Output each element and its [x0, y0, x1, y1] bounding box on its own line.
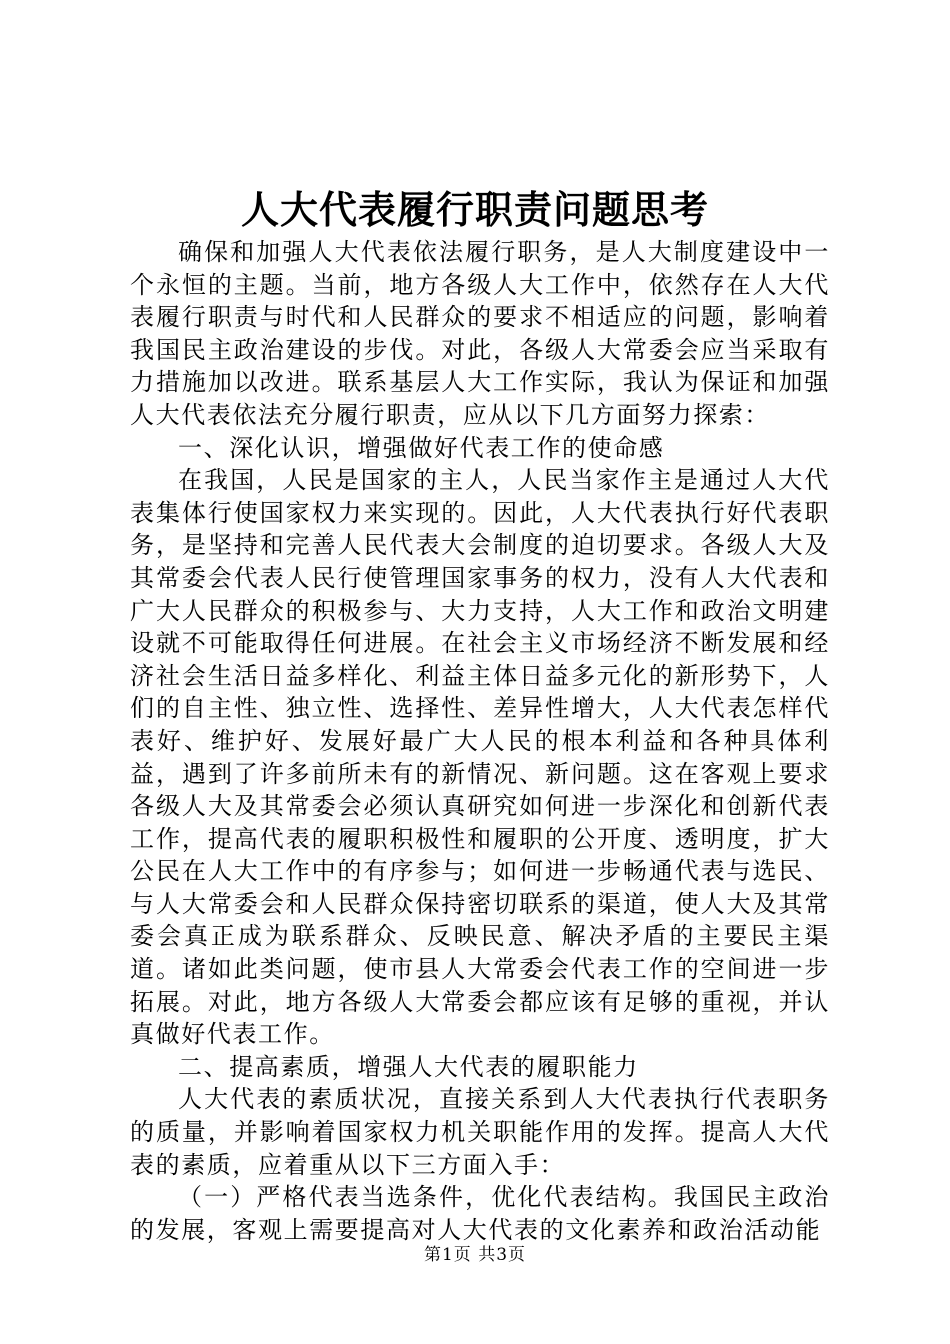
section-2-paragraph: 人大代表的素质状况，直接关系到人大代表执行代表职务的质量，并影响着国家权力机关职能作用的发挥。提高人大代表的素质，应着重从以下三方面入手： — [130, 1085, 830, 1179]
intro-paragraph: 确保和加强人大代表依法履行职务，是人大制度建设中一个永恒的主题。当前，地方各级人大工作中，依然存在人大代表履行职责与时代和人民群众的要求不相适应的问题，影响着我国民主政治建设的步伐。对此，各级人大常委会应当采取有力措施加以改进。联系基层人大工作实际，我认为保证和加强人大代表依法充分履行职责，应从以下几方面努力探索： — [130, 238, 830, 429]
section-1-paragraph: 在我国，人民是国家的主人，人民当家作主是通过人大代表集体行使国家权力来实现的。因此，人大代表执行好代表职务，是坚持和完善人民代表大会制度的迫切要求。各级人大及其常委会代表人民行使管理国家事务的权力，没有人大代表和广大人民群众的积极参与、大力支持，人大工作和政治文明建设就不可能取得任何进展。在社会主义市场经济不断发展和经济社会生活日益多样化、利益主体日益多元化的新形势下，人们的自主性、独立性、选择性、差异性增大，人大代表怎样代表好、维护好、发展好最广大人民的根本利益和各种具体利益，遇到了许多前所未有的新情况、新问题。这在客观上要求各级人大及其常委会必须认真研究如何进一步深化和创新代表工作，提高代表的履职积极性和履职的公开度、透明度，扩大公民在人大工作中的有序参与；如何进一步畅通代表与选民、与人大常委会和人民群众保持密切联系的渠道，使人大及其常委会真正成为联系群众、反映民意、解决矛盾的主要民主渠道。诸如此类问题，使市县人大常委会代表工作的空间进一步拓展。对此，地方各级人大常委会都应该有足够的重视，并认真做好代表工作。 — [130, 466, 830, 1049]
page-footer: 第1页 共3页 — [423, 1245, 527, 1265]
section-heading-1: 一、深化认识，增强做好代表工作的使命感 — [178, 433, 665, 462]
document-body — [130, 236, 830, 1246]
subsection-1-paragraph: （一）严格代表当选条件，优化代表结构。我国民主政治的发展，客观上需要提高对人大代表的文化素养和政治活动能 — [130, 1183, 830, 1244]
section-heading-2: 二、提高素质，增强人大代表的履职能力 — [178, 1052, 639, 1081]
document-title: 人大代表履行职责问题思考 — [240, 187, 709, 232]
